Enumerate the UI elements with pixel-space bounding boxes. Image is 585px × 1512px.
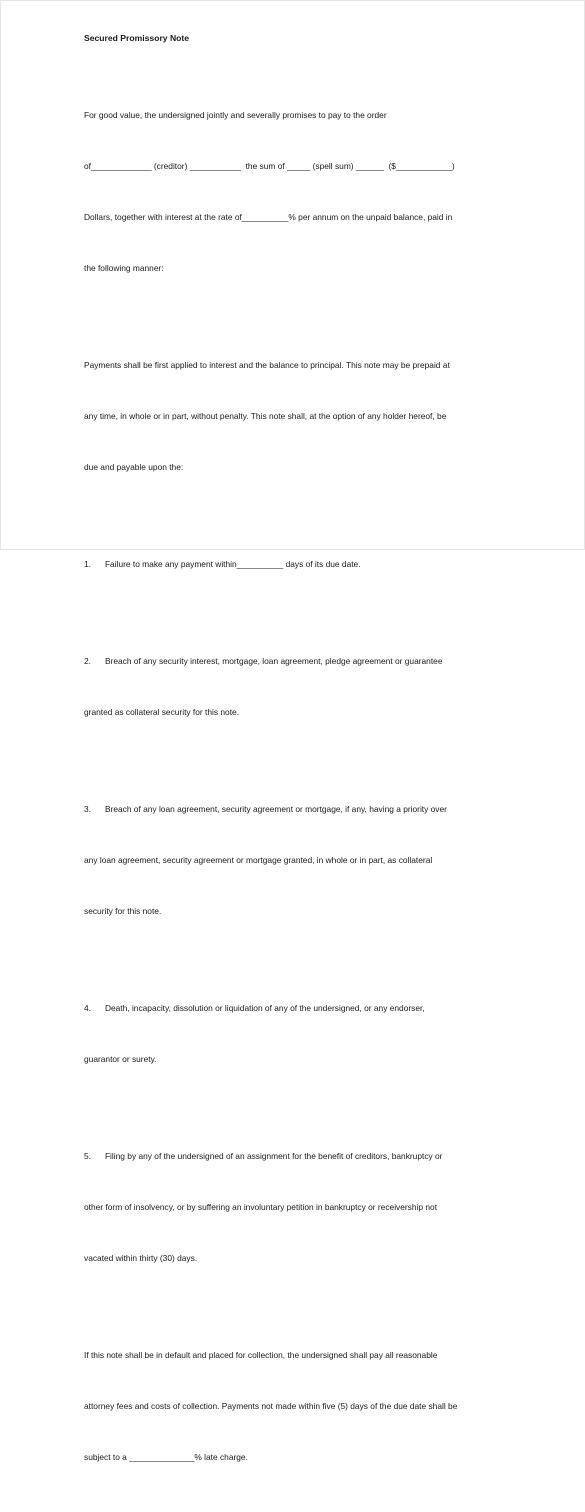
list-item (84, 1114, 514, 1301)
document-body (84, 30, 514, 1512)
text-line: any loan agreement, security agreement or mortgage granted, in whole or in part, as collateral (84, 855, 433, 865)
text-line: 3. Breach of any loan agreement, security agreement or mortgage, if any, having a priority over (84, 804, 447, 814)
text-line: If this note shall be in default and placed for collection, the undersigned shall pay all reasonable (84, 1350, 438, 1360)
text-line: due and payable upon the: (84, 462, 184, 472)
closing-paragraph (84, 1313, 514, 1500)
text-line: the following manner: (84, 263, 164, 273)
document-title: Secured Promissory Note (84, 33, 190, 43)
list-item (84, 522, 514, 607)
text-line: 5. Filing by any of the undersigned of an assignment for the benefit of creditors, bankruptcy or (84, 1151, 443, 1161)
text-line: Payments shall be first applied to interest and the balance to principal. This note may be prepaid at (84, 360, 450, 370)
text-line: 1. Failure to make any payment within__________ days of its due date. (84, 559, 361, 569)
list-item (84, 767, 514, 954)
text-line: guarantor or surety. (84, 1054, 157, 1064)
text-line: granted as collateral security for this note. (84, 707, 240, 717)
text-line: 2. Breach of any security interest, mortgage, loan agreement, pledge agreement or guarantee (84, 656, 443, 666)
text-line: For good value, the undersigned jointly and severally promises to pay to the order (84, 110, 387, 120)
text-line: vacated within thirty (30) days. (84, 1253, 198, 1263)
list-item (84, 619, 514, 755)
intro-paragraph (84, 73, 514, 311)
payments-paragraph (84, 323, 514, 510)
text-line: security for this note. (84, 906, 162, 916)
text-line: any time, in whole or in part, without penalty. This note shall, at the option of any holder hereof, be (84, 411, 447, 421)
list-item (84, 966, 514, 1102)
text-line: other form of insolvency, or by suffering an involuntary petition in bankruptcy or receivership not (84, 1202, 438, 1212)
text-line: subject to a ______________% late charge. (84, 1452, 248, 1462)
text-line: attorney fees and costs of collection. Payments not made within five (5) days of the due date shall be (84, 1401, 458, 1411)
text-line: of_____________ (creditor) ___________ the sum of _____ (spell sum) ______ ($____________) (84, 161, 455, 171)
text-line: 4. Death, incapacity, dissolution or liquidation of any of the undersigned, or any endorser, (84, 1003, 425, 1013)
text-line: Dollars, together with interest at the rate of__________% per annum on the unpaid balance, paid in (84, 212, 453, 222)
